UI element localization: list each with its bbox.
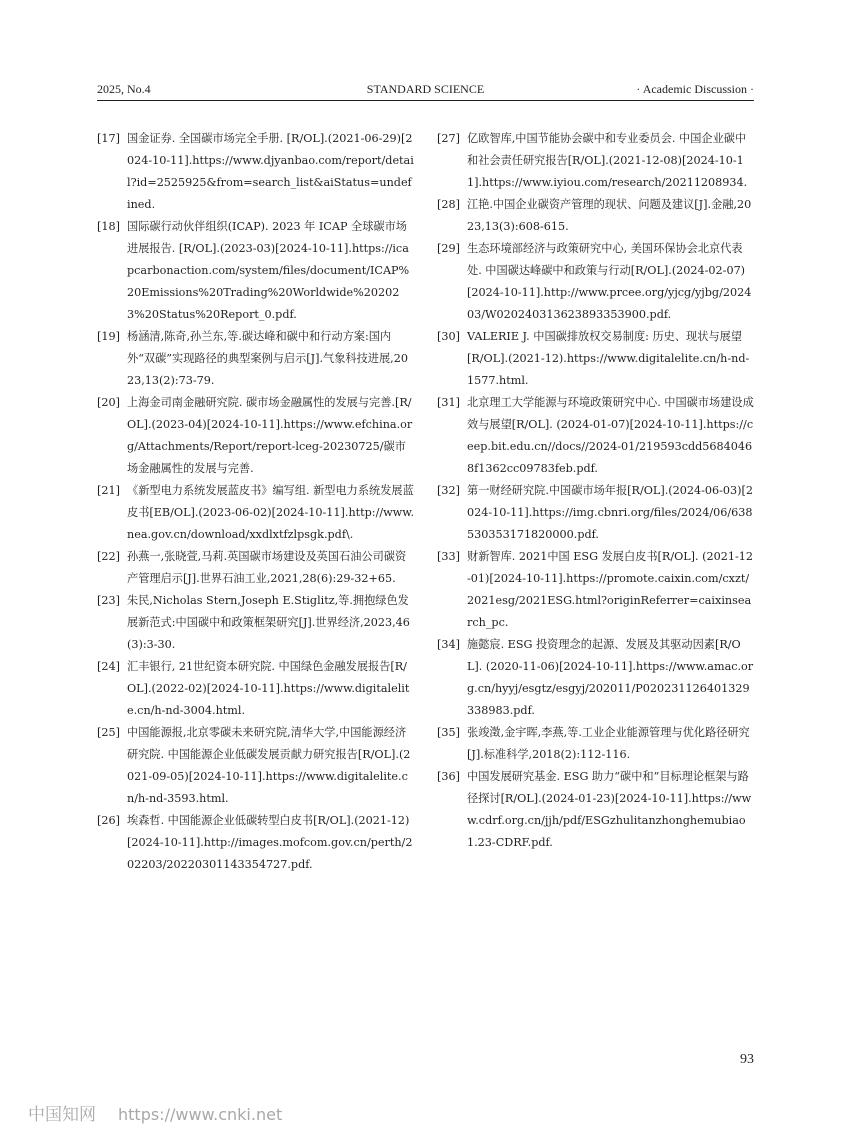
reference-number: [23] xyxy=(97,594,120,607)
reference-36 xyxy=(437,766,755,854)
issue-label: 2025, No.4 xyxy=(97,82,151,96)
reference-number: [25] xyxy=(97,726,120,739)
reference-text: 中国发展研究基金. ESG 助力“碳中和”目标理论框架与路径探讨[R/OL].(2024-01-23)[2024-10-11].https://www.cdrf.org.cn/jjh/pdf/ESGzhulitanzhonghemubiao1.23-CDRF.pdf. xyxy=(467,770,752,849)
reference-text: 朱民,Nicholas Stern,Joseph E.Stiglitz,等.拥抱绿色发展新范式:中国碳中和政策框架研究[J].世界经济,2023,46(3):3-30. xyxy=(127,594,410,651)
reference-text: 施懿宸. ESG 投资理念的起源、发展及其驱动因素[R/OL]. (2020-11-06)[2024-10-11].https://www.amac.org.cn/hyyj/esgtz/esgyj/202011/P020231126401329338983.pdf. xyxy=(467,638,754,717)
header-rule xyxy=(97,100,754,101)
references-right-column xyxy=(437,128,755,854)
reference-23 xyxy=(97,590,415,656)
reference-17 xyxy=(97,128,415,216)
reference-20 xyxy=(97,392,415,480)
reference-number: [35] xyxy=(437,726,460,739)
reference-number: [26] xyxy=(97,814,120,827)
reference-22 xyxy=(97,546,415,590)
reference-number: [20] xyxy=(97,396,120,409)
reference-number: [22] xyxy=(97,550,120,563)
reference-text: 国金证券. 全国碳市场完全手册. [R/OL].(2021-06-29)[2024-10-11].https://www.djyanbao.com/report/detail?id=2525925&from=search_list&aiStatus=undefined. xyxy=(127,132,414,211)
reference-25 xyxy=(97,722,415,810)
reference-text: 中国能源报,北京零碳未来研究院,清华大学,中国能源经济研究院. 中国能源企业低碳发展贡献力研究报告[R/OL].(2021-09-05)[2024-10-11].https://www.digitalelite.cn/h-nd-3593.html. xyxy=(127,726,411,805)
reference-27 xyxy=(437,128,755,194)
reference-28 xyxy=(437,194,755,238)
reference-text: 北京理工大学能源与环境政策研究中心. 中国碳市场建设成效与展望[R/OL]. (2024-01-07)[2024-10-11].https://ceep.bit.edu.cn//docs//2024-01/219593cdd56840468f1362cc09783feb.pdf. xyxy=(467,396,754,475)
reference-text: 第一财经研究院.中国碳市场年报[R/OL].(2024-06-03)[2024-10-11].https://img.cbnri.org/files/2024/06/638530353171820000.pdf. xyxy=(467,484,753,541)
reference-number: [33] xyxy=(437,550,460,563)
reference-number: [30] xyxy=(437,330,460,343)
reference-30 xyxy=(437,326,755,392)
reference-text: 张竣澂,金宇晖,李燕,等.工业企业能源管理与优化路径研究[J].标准科学,2018(2):112-116. xyxy=(467,726,750,761)
reference-21 xyxy=(97,480,415,546)
reference-text: 埃森哲. 中国能源企业低碳转型白皮书[R/OL].(2021-12)[2024-10-11].http://images.mofcom.gov.cn/perth/202203/20220301143354727.pdf. xyxy=(127,814,413,871)
reference-text: 亿欧智库,中国节能协会碳中和专业委员会. 中国企业碳中和社会责任研究报告[R/OL].(2021-12-08)[2024-10-11].https://www.iyiou.com/research/20211208934. xyxy=(467,132,748,189)
watermark-footer xyxy=(28,1100,282,1125)
reference-33 xyxy=(437,546,755,634)
reference-18 xyxy=(97,216,415,326)
reference-number: [31] xyxy=(437,396,460,409)
reference-number: [34] xyxy=(437,638,460,651)
reference-text: 上海金司南金融研究院. 碳市场金融属性的发展与完善.[R/OL].(2023-04)[2024-10-11].https://www.efchina.org/Attachments/Report/report-lceg-20230725/碳市场金融属性的发展与完善. xyxy=(127,396,413,475)
reference-text: 生态环境部经济与政策研究中心, 美国环保协会北京代表处. 中国碳达峰碳中和政策与行动[R/OL].(2024-02-07)[2024-10-11].http://www.prcee.org/yjcg/yjbg/202403/W020240313623893353900.pdf. xyxy=(467,242,752,321)
reference-number: [29] xyxy=(437,242,460,255)
running-header xyxy=(97,82,754,100)
reference-text: 汇丰银行, 21世纪资本研究院. 中国绿色金融发展报告[R/OL].(2022-02)[2024-10-11].https://www.digitalelite.cn/h-nd-3004.html. xyxy=(127,660,410,717)
reference-number: [28] xyxy=(437,198,460,211)
reference-number: [32] xyxy=(437,484,460,497)
reference-32 xyxy=(437,480,755,546)
reference-31 xyxy=(437,392,755,480)
reference-text: 财新智库. 2021中国 ESG 发展白皮书[R/OL]. (2021-12-01)[2024-10-11].https://promote.caixin.com/cxzt/2021esg/2021ESG.html?originReferrer=caixinsearch_pc. xyxy=(467,550,754,629)
reference-text: 孙燕一,张晓萱,马莉.英国碳市场建设及英国石油公司碳资产管理启示[J].世界石油工业,2021,28(6):29-32+65. xyxy=(127,550,407,585)
reference-text: 《新型电力系统发展蓝皮书》编写组. 新型电力系统发展蓝皮书[EB/OL].(2023-06-02)[2024-10-11].http://www.nea.gov.cn/download/xxdlxtfzlpsgk.pdf\. xyxy=(127,484,415,541)
reference-number: [19] xyxy=(97,330,120,343)
reference-number: [36] xyxy=(437,770,460,783)
reference-text: 国际碳行动伙伴组织(ICAP). 2023 年 ICAP 全球碳市场进展报告. [R/OL].(2023-03)[2024-10-11].https://icapcarbonaction.com/system/files/document/ICAP%20Emissions%20Trading%20Worldwide%202023%20Status%20Report_0.pdf. xyxy=(127,220,410,321)
reference-19 xyxy=(97,326,415,392)
cnki-logo-text: 中国知网 xyxy=(28,1105,96,1125)
reference-34 xyxy=(437,634,755,722)
reference-35 xyxy=(437,722,755,766)
reference-24 xyxy=(97,656,415,722)
section-label: · Academic Discussion · xyxy=(636,82,754,96)
reference-number: [21] xyxy=(97,484,120,497)
reference-26 xyxy=(97,810,415,876)
reference-number: [27] xyxy=(437,132,460,145)
journal-title: STANDARD SCIENCE xyxy=(366,82,485,96)
reference-29 xyxy=(437,238,755,326)
reference-text: 杨涵清,陈奇,孙兰东,等.碳达峰和碳中和行动方案:国内外“双碳”实现路径的典型案例与启示[J].气象科技进展,2023,13(2):73-79. xyxy=(127,330,408,387)
reference-number: [18] xyxy=(97,220,120,233)
reference-text: VALERIE J. 中国碳排放权交易制度: 历史、现状与展望[R/OL].(2021-12).https://www.digitalelite.cn/h-nd-1577.html. xyxy=(467,330,750,387)
reference-number: [24] xyxy=(97,660,120,673)
page-number: 93 xyxy=(740,1052,754,1067)
reference-text: 江艳.中国企业碳资产管理的现状、问题及建议[J].金融,2023,13(3):608-615. xyxy=(467,198,752,233)
cnki-url: https://www.cnki.net xyxy=(118,1105,283,1124)
references-left-column xyxy=(97,128,415,876)
reference-number: [17] xyxy=(97,132,120,145)
